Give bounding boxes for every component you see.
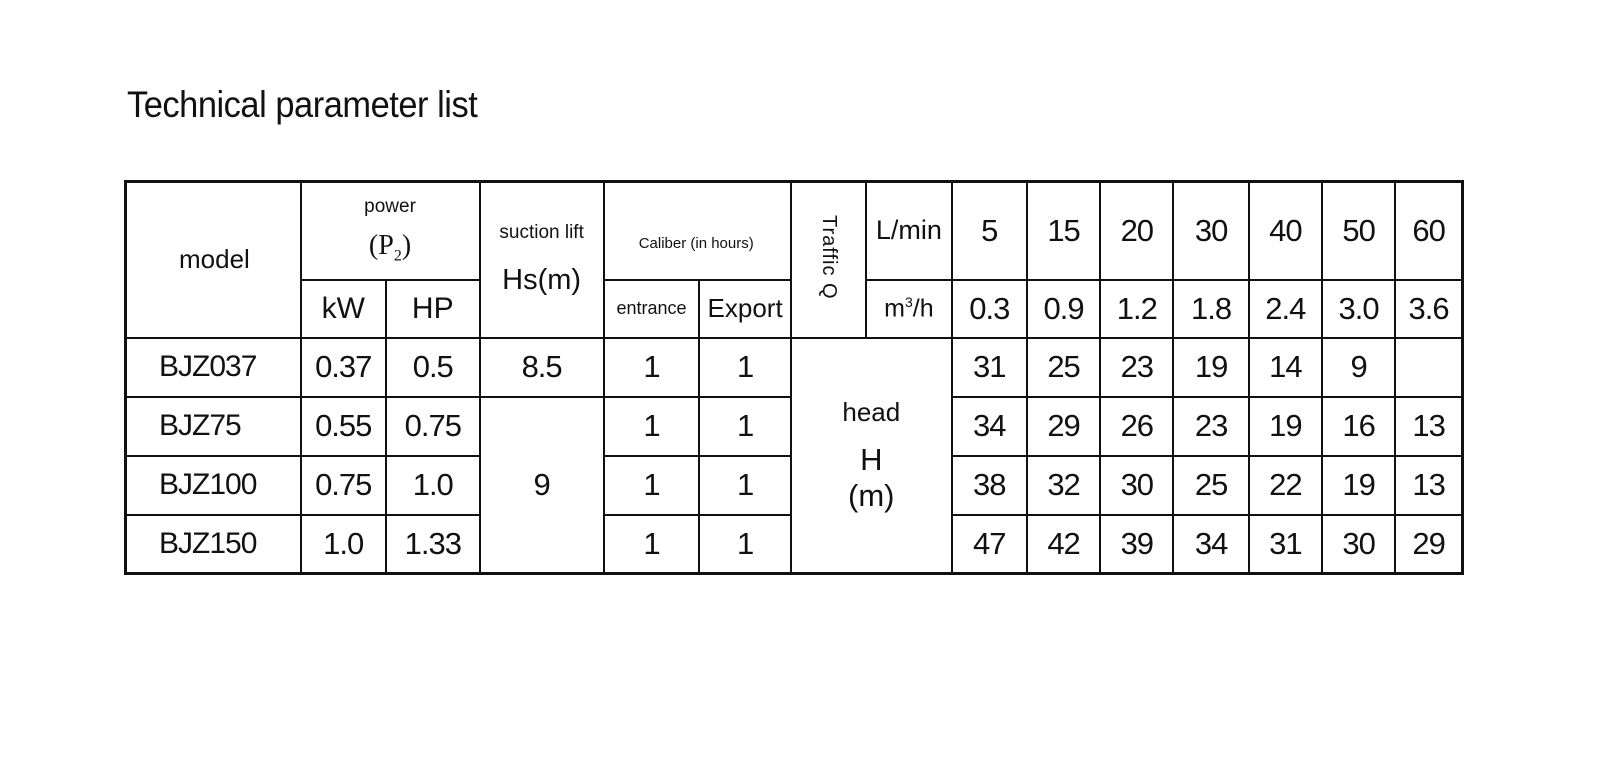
- head-value-cell: 31: [952, 338, 1027, 397]
- model-header: model: [126, 182, 301, 338]
- head-value-cell: 23: [1173, 397, 1248, 456]
- head-value-cell: 16: [1322, 397, 1395, 456]
- head-value-cell: 19: [1249, 397, 1322, 456]
- head-value-cell: 25: [1173, 456, 1248, 515]
- head-value-cell: 30: [1100, 456, 1173, 515]
- flow-m3h-cell: 3.6: [1395, 280, 1462, 338]
- model-cell: BJZ100: [126, 456, 301, 515]
- entrance-header: entrance: [604, 280, 700, 338]
- head-value-cell: 19: [1173, 338, 1248, 397]
- export-cell: 1: [699, 456, 791, 515]
- head-value-cell: 29: [1027, 397, 1100, 456]
- entrance-cell: 1: [604, 338, 700, 397]
- technical-parameter-table: [124, 180, 1464, 575]
- hp-cell: 0.75: [386, 397, 480, 456]
- export-cell: 1: [699, 515, 791, 574]
- flow-lmin-cell: 30: [1173, 182, 1248, 280]
- hs-label: Hs(m): [502, 264, 582, 297]
- hs-cell: 9: [480, 397, 604, 574]
- flow-lmin-cell: 15: [1027, 182, 1100, 280]
- head-value-cell: 13: [1395, 456, 1462, 515]
- page-title: Technical parameter list: [127, 84, 478, 125]
- export-cell: 1: [699, 397, 791, 456]
- model-cell: BJZ037: [126, 338, 301, 397]
- flow-lmin-cell: 20: [1100, 182, 1173, 280]
- lmin-label: L/min: [866, 182, 951, 280]
- model-cell: BJZ150: [126, 515, 301, 574]
- head-value-cell: 34: [952, 397, 1027, 456]
- hp-header: HP: [386, 280, 480, 338]
- power-label: power: [364, 195, 416, 217]
- power-header: [301, 182, 480, 280]
- entrance-cell: 1: [604, 515, 700, 574]
- kw-cell: 0.37: [301, 338, 386, 397]
- head-value-cell: 23: [1100, 338, 1173, 397]
- suction-lift-label: suction lift: [499, 222, 584, 244]
- head-value-cell: 34: [1173, 515, 1248, 574]
- head-value-cell: 25: [1027, 338, 1100, 397]
- head-value-cell: 31: [1249, 515, 1322, 574]
- table-row: [126, 338, 1463, 397]
- hs-cell: 8.5: [480, 338, 604, 397]
- kw-cell: 1.0: [301, 515, 386, 574]
- flow-lmin-cell: 60: [1395, 182, 1462, 280]
- model-cell: BJZ75: [126, 397, 301, 456]
- head-header: [791, 338, 952, 574]
- flow-m3h-cell: 0.9: [1027, 280, 1100, 338]
- flow-m3h-cell: 2.4: [1249, 280, 1322, 338]
- kw-cell: 0.75: [301, 456, 386, 515]
- head-value-cell: 38: [952, 456, 1027, 515]
- export-cell: 1: [699, 338, 791, 397]
- entrance-cell: 1: [604, 397, 700, 456]
- flow-m3h-cell: 1.8: [1173, 280, 1248, 338]
- kw-cell: 0.55: [301, 397, 386, 456]
- header-row-top: [126, 182, 1463, 280]
- head-value-cell: 32: [1027, 456, 1100, 515]
- power-symbol: $(P_2)$: [368, 229, 412, 265]
- kw-header: kW: [301, 280, 386, 338]
- caliber-header: Caliber (in hours): [604, 182, 791, 280]
- flow-lmin-cell: 50: [1322, 182, 1395, 280]
- head-value-cell: 9: [1322, 338, 1395, 397]
- head-value-cell: 19: [1322, 456, 1395, 515]
- head-value-cell: 47: [952, 515, 1027, 574]
- traffic-header: [791, 182, 866, 338]
- hp-cell: 0.5: [386, 338, 480, 397]
- entrance-cell: 1: [604, 456, 700, 515]
- head-value-cell: 29: [1395, 515, 1462, 574]
- flow-lmin-cell: 40: [1249, 182, 1322, 280]
- flow-m3h-cell: 3.0: [1322, 280, 1395, 338]
- head-unit: (m): [848, 477, 895, 513]
- m3h-label: $m^3/h$: [866, 280, 951, 338]
- flow-m3h-cell: 1.2: [1100, 280, 1173, 338]
- head-value-cell: [1395, 338, 1462, 397]
- suction-lift-header: [480, 182, 604, 338]
- head-value-cell: 42: [1027, 515, 1100, 574]
- head-value-cell: 22: [1249, 456, 1322, 515]
- hp-cell: 1.0: [386, 456, 480, 515]
- head-value-cell: 26: [1100, 397, 1173, 456]
- head-value-cell: 30: [1322, 515, 1395, 574]
- head-value-cell: 39: [1100, 515, 1173, 574]
- flow-m3h-cell: 0.3: [952, 280, 1027, 338]
- traffic-label: Traffic Q: [818, 214, 841, 300]
- flow-lmin-cell: 5: [952, 182, 1027, 280]
- head-symbol: H: [860, 441, 883, 477]
- export-header: Export: [699, 280, 791, 338]
- head-value-cell: 13: [1395, 397, 1462, 456]
- hp-cell: 1.33: [386, 515, 480, 574]
- head-label: head: [842, 396, 901, 427]
- head-value-cell: 14: [1249, 338, 1322, 397]
